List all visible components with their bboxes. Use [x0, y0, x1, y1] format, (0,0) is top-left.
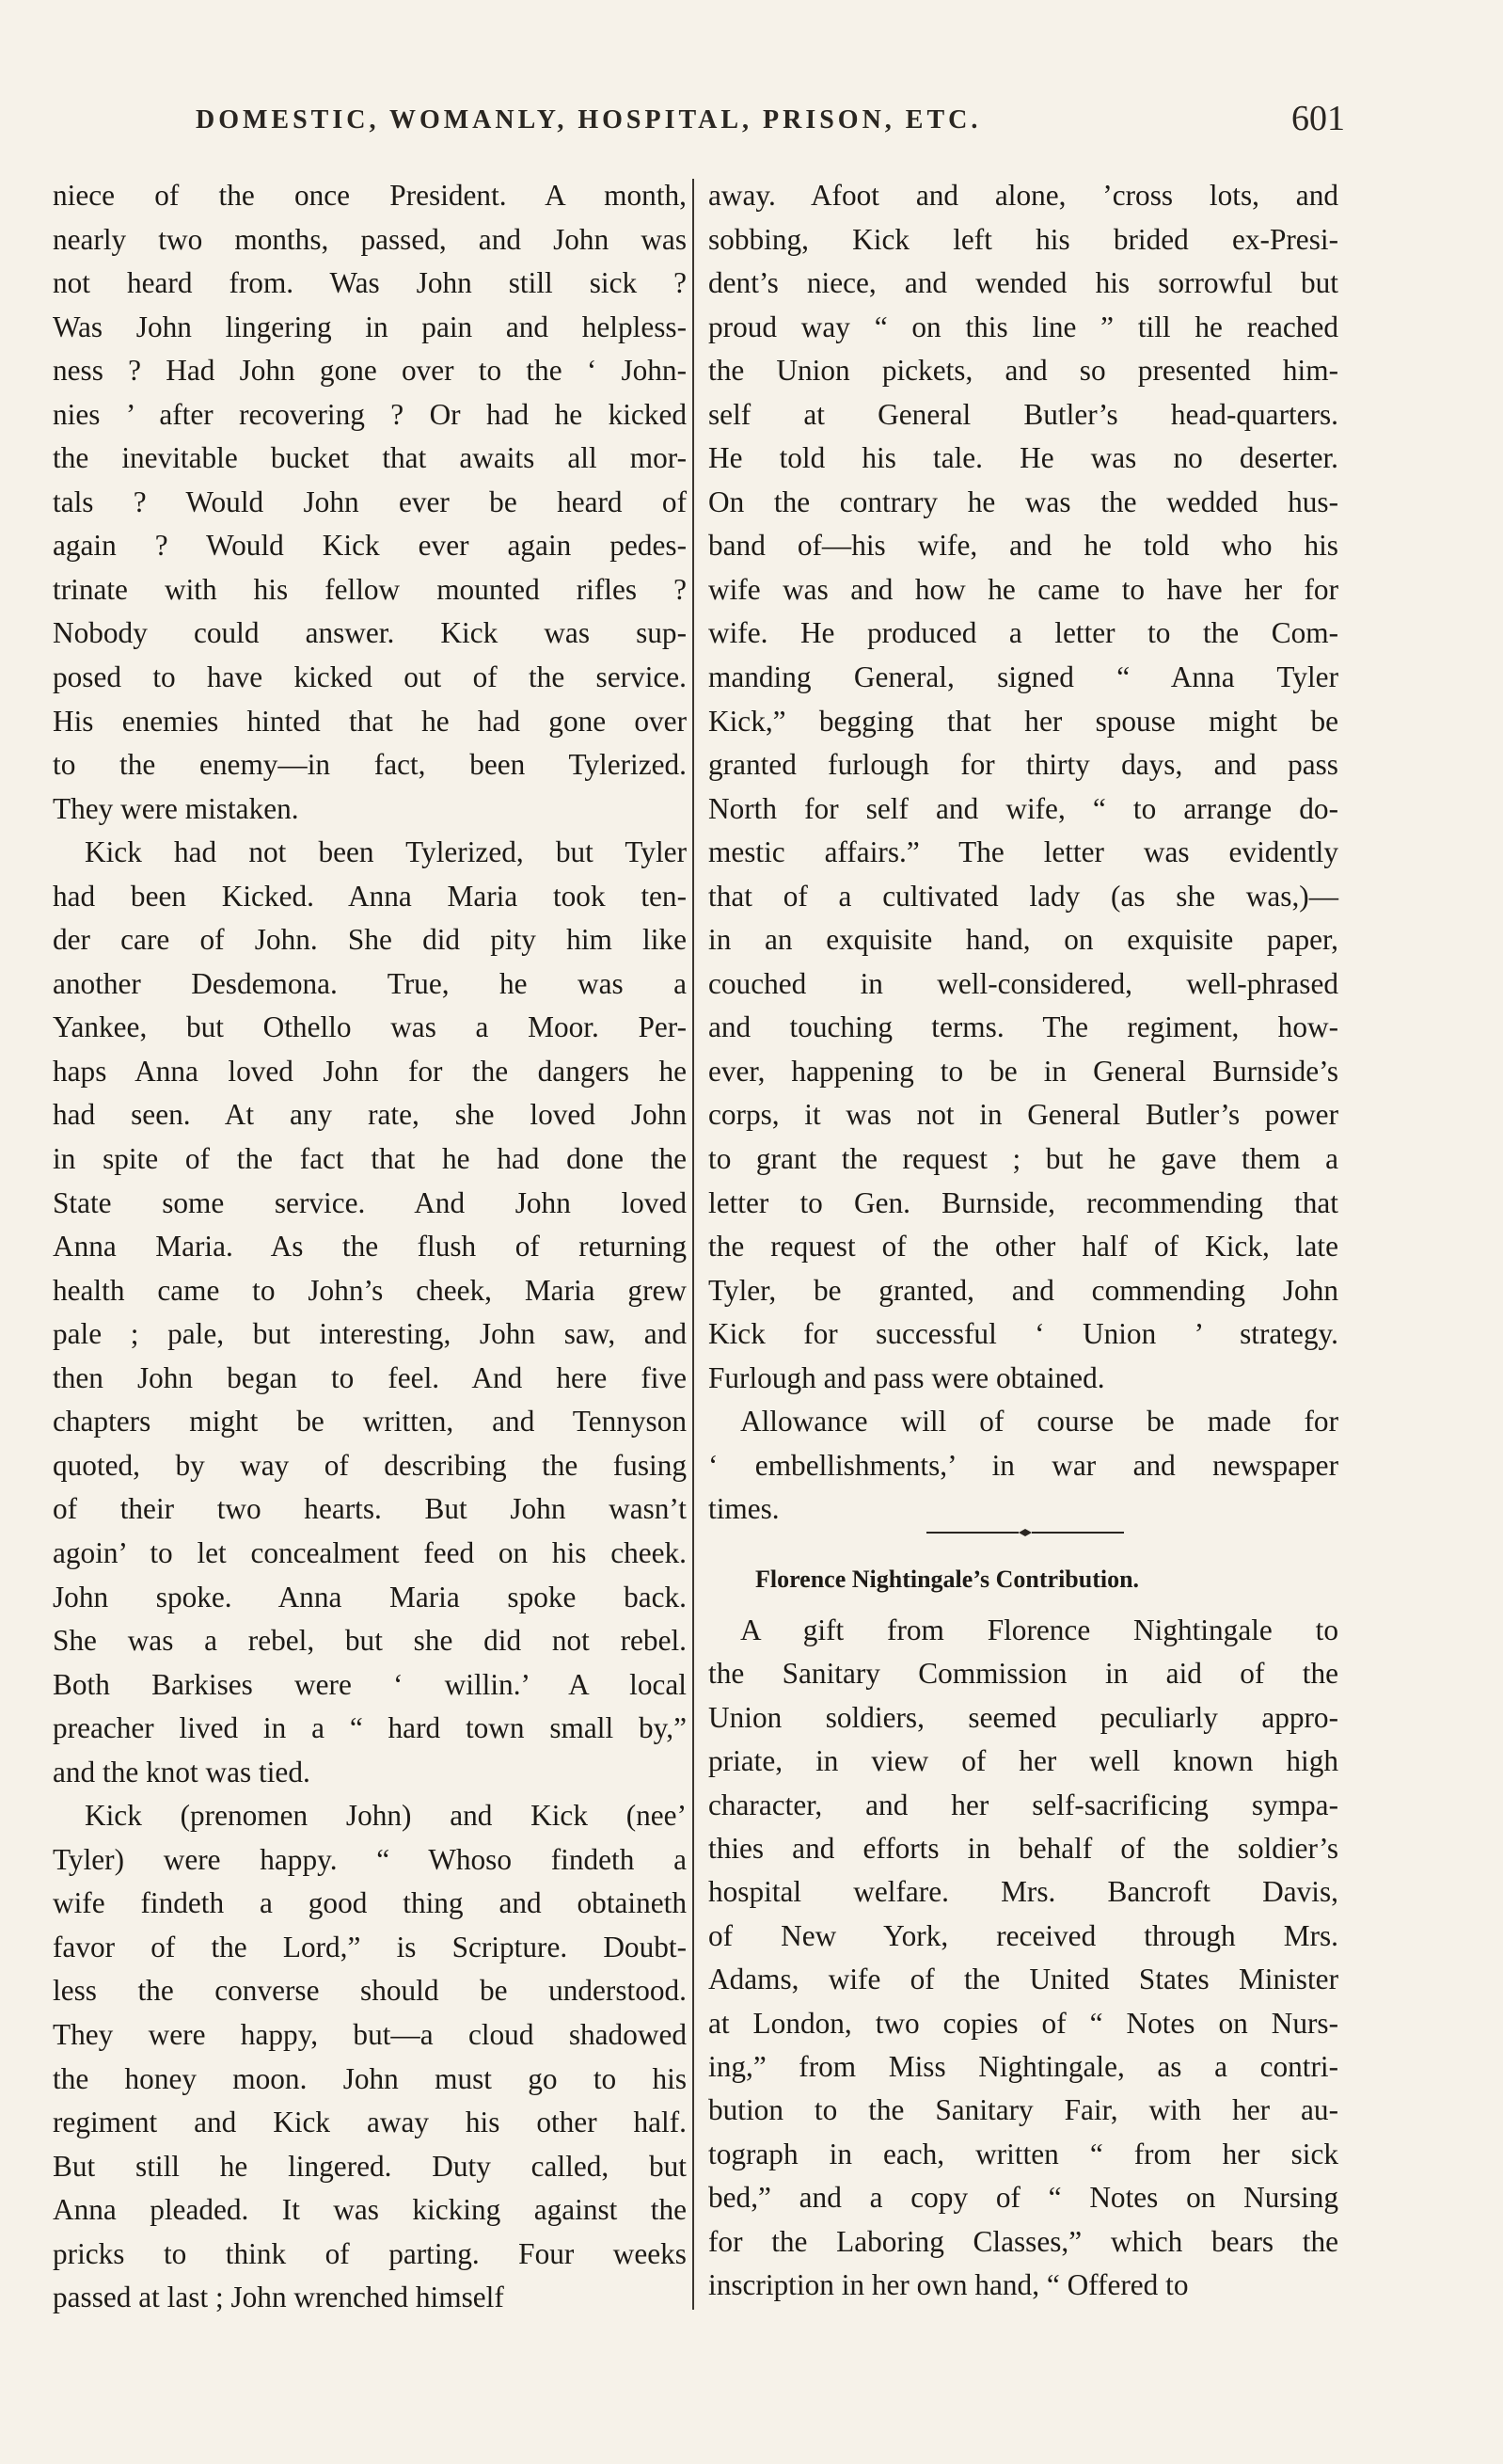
text-line: Adams, wife of the United States Minister: [708, 1963, 1338, 1996]
text-line: Tyler) were happy. “ Whoso findeth a: [53, 1842, 687, 1876]
text-line: wife findeth a good thing and obtaineth: [53, 1886, 687, 1920]
text-line: wife. He produced a letter to the Com-: [708, 616, 1338, 650]
column-divider: [692, 179, 694, 2310]
text-line: at London, two copies of “ Notes on Nurs-: [708, 2006, 1338, 2040]
text-line: Yankee, but Othello was a Moor. Per-: [53, 1010, 687, 1044]
text-line: regiment and Kick away his other half.: [53, 2106, 687, 2139]
text-line: nearly two months, passed, and John was: [53, 222, 687, 256]
text-line: quoted, by way of describing the fusing: [53, 1448, 687, 1482]
text-line: away. Afoot and alone, ’cross lots, and: [708, 179, 1338, 212]
text-line: granted furlough for thirty days, and pass: [708, 748, 1338, 782]
text-line: He told his tale. He was no deserter.: [708, 441, 1338, 475]
text-line: had seen. At any rate, she loved John: [53, 1098, 687, 1132]
text-line: They were mistaken.: [53, 791, 299, 825]
text-line: Union soldiers, seemed peculiarly appro-: [708, 1700, 1338, 1734]
text-line: der care of John. She did pity him like: [53, 923, 687, 957]
text-line: self at General Butler’s head-quarters.: [708, 397, 1338, 431]
text-line: band of—his wife, and he told who his: [708, 529, 1338, 563]
text-line: tals ? Would John ever be heard of: [53, 485, 687, 518]
text-line: that of a cultivated lady (as she was,)—: [708, 879, 1338, 913]
section-heading: Florence Nightingale’s Contribution.: [755, 1566, 1140, 1593]
text-line: John spoke. Anna Maria spoke back.: [53, 1580, 687, 1614]
text-line: and the knot was tied.: [53, 1755, 310, 1788]
text-line: Nobody could answer. Kick was sup-: [53, 616, 687, 650]
text-line: to the enemy—in fact, been Tylerized.: [53, 748, 687, 782]
text-line: letter to Gen. Burnside, recommending that: [708, 1185, 1338, 1219]
text-line: preacher lived in a “ hard town small by,”: [53, 1711, 687, 1745]
text-line: in an exquisite hand, on exquisite paper,: [708, 923, 1338, 957]
text-line: Anna pleaded. It was kicking against the: [53, 2193, 687, 2227]
text-line: then John began to feel. And here five: [53, 1360, 687, 1394]
text-line: Allowance will of course be made for: [740, 1405, 1338, 1439]
text-line: sobbing, Kick left his brided ex-Presi-: [708, 222, 1338, 256]
text-line: proud way “ on this line ” till he reached: [708, 310, 1338, 343]
text-line: His enemies hinted that he had gone over: [53, 704, 687, 738]
text-line: nies ’ after recovering ? Or had he kicked: [53, 397, 687, 431]
text-line: Was John lingering in pain and helpless-: [53, 310, 687, 343]
text-line: favor of the Lord,” is Scripture. Doubt-: [53, 1930, 687, 1963]
text-line: chapters might be written, and Tennyson: [53, 1405, 687, 1439]
text-line: for the Laboring Classes,” which bears the: [708, 2224, 1338, 2258]
text-line: ever, happening to be in General Burnside’s: [708, 1054, 1338, 1088]
page-number: 601: [1291, 99, 1345, 138]
text-line: posed to have kicked out of the service.: [53, 660, 687, 694]
text-line: character, and her self-sacrificing sympa-: [708, 1788, 1338, 1821]
text-line: ing,” from Miss Nightingale, as a contri-: [708, 2050, 1338, 2084]
text-line: passed at last ; John wrenched himself: [53, 2281, 504, 2314]
left-column: [53, 174, 687, 2320]
text-line: wife was and how he came to have her for: [708, 572, 1338, 606]
page-header: [196, 98, 1345, 154]
text-line: the request of the other half of Kick, late: [708, 1230, 1338, 1264]
running-head: DOMESTIC, WOMANLY, HOSPITAL, PRISON, ETC.: [196, 105, 982, 135]
text-line: Both Barkises were ‘ willin.’ A local: [53, 1667, 687, 1701]
text-line: corps, it was not in General Butler’s power: [708, 1098, 1338, 1132]
text-line: A gift from Florence Nightingale to: [740, 1614, 1338, 1646]
text-line: of New York, received through Mrs.: [708, 1918, 1338, 1952]
text-line: times.: [708, 1492, 780, 1526]
text-line: They were happy, but—a cloud shadowed: [53, 2017, 687, 2051]
text-line: the Union pickets, and so presented him-: [708, 354, 1338, 388]
text-line: less the converse should be understood.: [53, 1974, 687, 2008]
text-line: thies and efforts in behalf of the soldier’s: [708, 1832, 1338, 1866]
text-line: Kick,” begging that her spouse might be: [708, 704, 1338, 738]
text-line: Anna Maria. As the flush of returning: [53, 1230, 687, 1264]
text-line: Tyler, be granted, and commending John: [708, 1273, 1338, 1307]
text-line: couched in well-considered, well-phrased: [708, 966, 1338, 1000]
text-line: priate, in view of her well known high: [708, 1744, 1338, 1778]
text-line: pale ; pale, but interesting, John saw, and: [53, 1317, 687, 1351]
text-line: Kick (prenomen John) and Kick (nee’: [85, 1799, 687, 1833]
right-column: [708, 174, 1338, 1532]
text-line: to grant the request ; but he gave them a: [708, 1142, 1338, 1176]
text-line: manding General, signed “ Anna Tyler: [708, 660, 1338, 694]
text-line: again ? Would Kick ever again pedes-: [53, 529, 687, 563]
text-line: agoin’ to let concealment feed on his cheek.: [53, 1535, 687, 1569]
text-line: health came to John’s cheek, Maria grew: [53, 1273, 687, 1307]
text-line: mestic affairs.” The letter was evidently: [708, 835, 1338, 869]
text-line: ‘ embellishments,’ in war and newspaper: [708, 1448, 1338, 1482]
text-line: tograph in each, written “ from her sick: [708, 2137, 1338, 2170]
text-line: North for self and wife, “ to arrange do-: [708, 791, 1338, 825]
text-line: bed,” and a copy of “ Notes on Nursing: [708, 2181, 1338, 2215]
text-line: ness ? Had John gone over to the ‘ John-: [53, 354, 687, 388]
text-line: another Desdemona. True, he was a: [53, 966, 687, 1000]
text-line: State some service. And John loved: [53, 1185, 687, 1219]
text-line: Kick had not been Tylerized, but Tyler: [85, 835, 687, 869]
text-line: hospital welfare. Mrs. Bancroft Davis,: [708, 1875, 1338, 1909]
text-line: pricks to think of parting. Four weeks: [53, 2236, 687, 2270]
text-line: not heard from. Was John still sick ?: [53, 266, 687, 300]
text-line: the Sanitary Commission in aid of the: [708, 1657, 1338, 1691]
text-line: dent’s niece, and wended his sorrowful but: [708, 266, 1338, 300]
text-line: haps Anna loved John for the dangers he: [53, 1054, 687, 1088]
text-line: the honey moon. John must go to his: [53, 2061, 687, 2095]
text-line: the inevitable bucket that awaits all mor-: [53, 441, 687, 475]
text-line: But still he lingered. Duty called, but: [53, 2149, 687, 2183]
text-line: On the contrary he was the wedded hus-: [708, 485, 1338, 518]
text-line: Kick for successful ‘ Union ’ strategy.: [708, 1317, 1338, 1351]
text-line: inscription in her own hand, “ Offered to: [708, 2268, 1189, 2302]
text-line: had been Kicked. Anna Maria took ten-: [53, 879, 687, 913]
text-line: and touching terms. The regiment, how-: [708, 1010, 1338, 1044]
text-line: niece of the once President. A month,: [53, 179, 687, 212]
text-line: bution to the Sanitary Fair, with her au-: [708, 2093, 1338, 2127]
text-line: of their two hearts. But John wasn’t: [53, 1492, 687, 1526]
right-column-section: [708, 1609, 1338, 2308]
text-line: in spite of the fact that he had done the: [53, 1142, 687, 1176]
section-ornament: [926, 1523, 1124, 1542]
text-line: trinate with his fellow mounted rifles ?: [53, 572, 687, 606]
text-line: Furlough and pass were obtained.: [708, 1360, 1105, 1394]
text-line: She was a rebel, but she did not rebel.: [53, 1624, 687, 1658]
